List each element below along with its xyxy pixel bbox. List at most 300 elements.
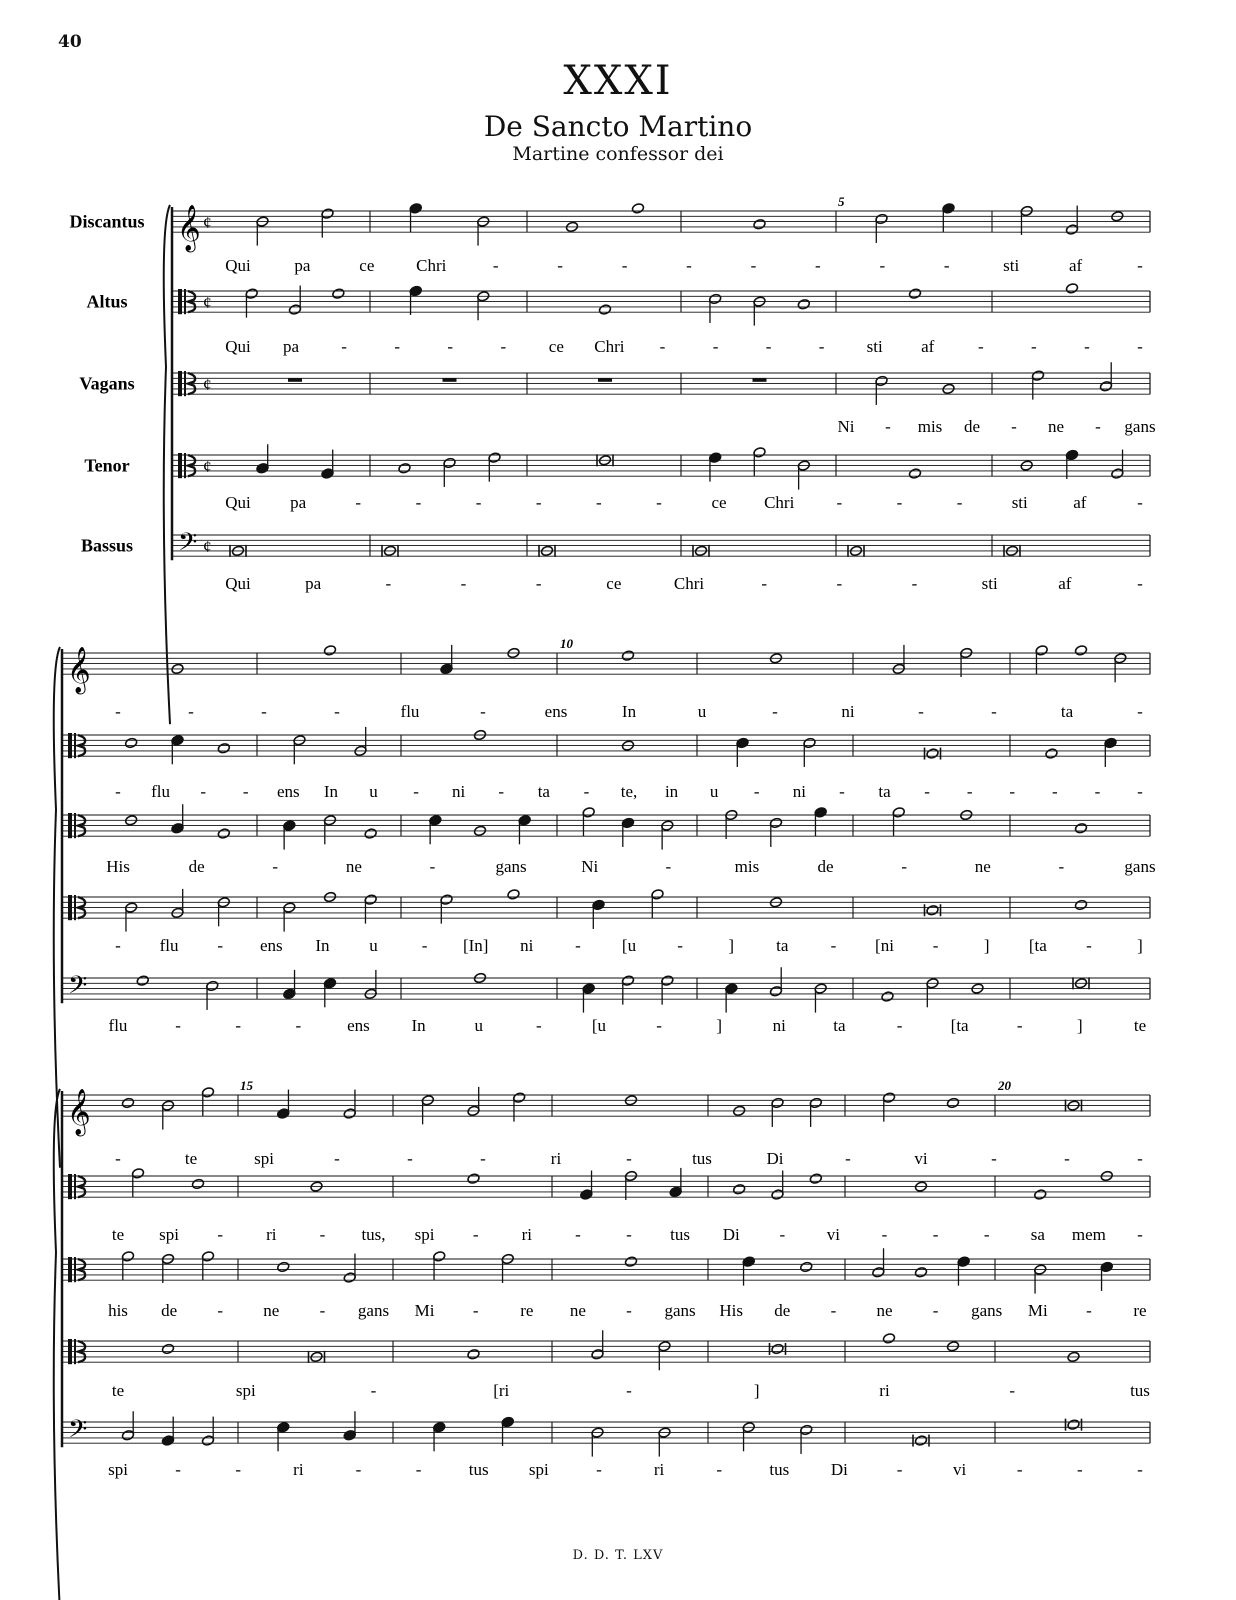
lyric-syllable: [In] [462,936,489,955]
alto-clef-bar [68,813,72,838]
lyric-syllable: gans [664,1301,696,1320]
lyric-syllable: - [355,493,362,512]
lyric-syllable: Chri [673,574,705,593]
lyric-syllable: sti [1003,256,1020,275]
bass-clef: 𝄢 [178,528,198,562]
lyric-syllable: - [115,782,121,801]
lyric-syllable: His [719,1301,744,1320]
lyric-syllable: [u [621,936,637,955]
lyric-line [106,857,1155,876]
lyric-syllable: - [341,337,347,356]
lyric-syllable: spi [159,1225,180,1244]
system-bracket [164,205,170,724]
lyric-syllable: ri [266,1225,277,1244]
lyric-syllable: - [830,1301,837,1320]
lyric-line [225,337,1143,356]
lyric-syllable: - [977,337,984,356]
measure-number: 20 [998,1078,1011,1093]
note [753,218,766,230]
lyric-syllable: ta [537,782,550,801]
system [54,636,1156,1168]
lyric-syllable: Mi [414,1301,435,1320]
measure-number: 5 [838,194,845,209]
lyric-syllable: - [932,936,939,955]
lyric-syllable: - [836,574,843,593]
lyric-syllable: ens [259,936,283,955]
lyric-syllable: sti [981,574,998,593]
lyric-syllable: - [217,936,224,955]
lyric-syllable: spi [528,1460,549,1479]
lyric-syllable: - [583,782,590,801]
lyric-syllable: - [472,1301,479,1320]
lyric-line [115,702,1143,721]
note [121,1097,134,1109]
note [908,468,921,480]
note [882,1333,895,1345]
lyric-syllable: - [1011,417,1017,436]
lyric-syllable: - [1094,782,1101,801]
lyric-syllable: spi [414,1225,435,1244]
lyric-syllable: Chri [416,256,447,275]
staff [62,1087,1150,1138]
voice-label: Vagans [79,373,135,394]
lyric-syllable: mem [1071,1225,1106,1244]
lyric-syllable: re [1133,1301,1147,1320]
lyric-syllable: - [460,574,467,593]
lyric-syllable: tus [769,1460,790,1479]
lyric-syllable: te [184,1149,198,1168]
lyric-syllable: - [1086,1301,1092,1320]
lyric-syllable: flu [108,1016,128,1035]
lyric-syllable: - [1016,1016,1023,1035]
lyric-syllable: pa [283,337,300,356]
lyric-syllable: - [575,936,581,955]
lyric-syllable: - [429,857,436,876]
lyric-syllable: pa [290,493,307,512]
lyric-syllable: - [394,337,401,356]
lyric-syllable: ens [347,1016,370,1035]
rest [753,378,767,382]
lyric-line [109,1016,1147,1035]
note [631,203,644,215]
lyric-syllable: gans [357,1301,390,1320]
voice-label: Tenor [84,455,130,476]
lyric-syllable: mis [734,857,760,876]
lyric-syllable: [ri [493,1381,510,1400]
lyric-syllable: ] [753,1381,760,1400]
lyric-syllable: ce [548,337,564,356]
lyric-syllable: - [901,857,907,876]
lyric-syllable: - [492,256,499,275]
lyric-syllable: de [963,417,981,436]
lyric-syllable: - [557,256,563,275]
lyric-syllable: - [918,702,924,721]
lyric-syllable: - [1009,782,1016,801]
lyric-syllable: Di [766,1149,784,1168]
lyric-syllable: spi [108,1460,128,1479]
lyric-syllable: - [498,782,505,801]
lyric-syllable: - [1009,1381,1016,1400]
lyric-syllable: u [697,702,707,721]
lyric-syllable: sti [866,337,883,356]
lyric-syllable: - [242,782,249,801]
time-signature: ¢ [203,456,212,476]
system [164,194,1156,724]
lyric-syllable: [ta [950,1016,969,1035]
alto-clef-bar [178,371,182,396]
lyric-syllable: ri [879,1381,890,1400]
lyric-syllable: - [575,1225,581,1244]
note [914,1266,927,1278]
lyric-syllable: - [712,337,719,356]
note [323,645,336,657]
lyric-syllable: Ni [581,857,599,876]
staff [172,529,1150,562]
lyric-syllable: ni [452,782,466,801]
alto-clef-bar [68,895,72,920]
lyric-syllable: - [175,1016,181,1035]
note [1034,1189,1047,1201]
lyric-syllable: ce [606,574,622,593]
lyric-syllable: - [217,1225,224,1244]
lyric-syllable: - [319,1301,326,1320]
lyric-line [115,1149,1143,1168]
lyric-syllable: In [621,702,637,721]
lyric-syllable: - [879,256,886,275]
lyric-syllable: ] [716,1016,723,1035]
lyric-syllable: - [845,1149,851,1168]
lyric-syllable: - [765,337,772,356]
staff [172,362,1150,405]
lyric-syllable: - [595,493,602,512]
alto-clef-bar [68,1257,72,1282]
lyric-syllable: [u [591,1016,607,1035]
lyric-syllable: ne [263,1301,280,1320]
time-signature: ¢ [203,212,212,232]
note [733,1183,746,1195]
lyric-syllable: - [200,782,207,801]
lyric-syllable: - [818,337,825,356]
staff [172,283,1150,326]
lyric-syllable: - [1137,574,1143,593]
lyric-syllable: u [369,782,378,801]
lyric-syllable: ne [974,857,991,876]
rest [443,378,457,382]
note [809,1173,822,1185]
lyric-syllable: - [716,1460,723,1479]
voice-labels [69,212,144,556]
lyric-syllable: flu [151,782,171,801]
lyric-syllable: - [500,337,507,356]
lyric-syllable: - [115,936,121,955]
lyric-syllable: ta [878,782,891,801]
lyric-syllable: - [334,1149,340,1168]
lyric-syllable: - [911,574,918,593]
note [908,288,921,300]
lyric-syllable: te, [620,782,638,801]
lyric-syllable: ne [569,1301,586,1320]
lyric-syllable: - [447,337,454,356]
lyric-syllable: ne [876,1301,893,1320]
measure-number: 15 [240,1078,253,1093]
lyric-line [838,417,1156,436]
lyric-syllable: vi [953,1460,967,1479]
lyric-line [108,1301,1147,1320]
lyric-syllable: - [1137,1225,1143,1244]
lyric-syllable: Di [830,1460,848,1479]
note [467,1348,480,1360]
lyric-syllable: - [956,493,963,512]
lyric-syllable: te [1133,1016,1147,1035]
lyric-syllable: ] [1077,1016,1083,1035]
note [1045,748,1058,760]
lyric-syllable: - [932,1225,939,1244]
lyric-syllable: tus [692,1149,712,1168]
lyric-syllable: spi [235,1381,256,1400]
lyric-syllable: tus [468,1460,489,1479]
lyric-line [112,1381,1150,1400]
lyric-syllable: de [188,857,205,876]
lyric-syllable: Qui [225,493,251,512]
note [914,1435,927,1447]
note [507,889,520,901]
lyric-syllable: - [665,857,672,876]
lyric-syllable: ens [544,702,568,721]
lyric-syllable: - [535,1016,542,1035]
note [771,1343,784,1355]
lyric-syllable: flu [400,702,420,721]
lyric-syllable: - [815,256,821,275]
lyric-syllable: - [1137,702,1143,721]
lyric-syllable: - [1137,337,1143,356]
voice-label: Bassus [80,535,134,556]
bass-clef: 𝄢 [68,971,88,1005]
lyric-syllable: - [621,256,628,275]
time-signature: ¢ [203,292,212,312]
note [277,1261,290,1273]
lyric-syllable: - [407,1149,413,1168]
lyric-syllable: - [596,1460,602,1479]
lyric-syllable: pa [305,574,322,593]
lyric-syllable: - [421,936,428,955]
lyric-syllable: - [261,702,267,721]
note [332,288,345,300]
lyric-syllable: - [1058,857,1065,876]
note [467,1173,480,1185]
lyric-syllable: ne [345,857,362,876]
lyric-syllable: his [108,1301,128,1320]
note [800,1261,813,1273]
staff [62,1248,1150,1293]
lyric-syllable: - [1137,782,1143,801]
note [598,304,611,316]
lyric-syllable: ri [550,1149,562,1168]
lyric-syllable: vi [914,1149,928,1168]
note [1074,645,1087,657]
lyric-syllable: His [106,857,130,876]
lyric-syllable: - [750,256,757,275]
lyric-syllable: - [415,493,422,512]
lyric-syllable: Chri [764,493,795,512]
lyric-syllable: - [1137,1460,1143,1479]
note [946,1097,959,1109]
lyric-syllable: ni [792,782,806,801]
lyric-line [115,782,1143,801]
lyric-syllable: ne [1047,417,1065,436]
lyric-syllable: - [885,417,891,436]
lyric-syllable: gans [971,1301,1003,1320]
lyric-syllable: - [677,936,683,955]
piece-title: De Sancto Martino [483,110,753,143]
lyric-syllable: de [774,1301,791,1320]
lyric-syllable: - [1051,782,1058,801]
lyric-syllable: - [1084,337,1090,356]
lyric-line [112,1225,1143,1244]
treble-clef: 𝄞 [67,1089,91,1135]
lyric-syllable: - [943,256,950,275]
lyric-syllable: - [295,1016,302,1035]
system [54,1078,1150,1600]
note [191,1178,204,1190]
lyric-syllable: ce [359,256,375,275]
lyric-syllable: mis [917,417,943,436]
lyric-syllable: ta [776,936,789,955]
lyric-syllable: af [1058,574,1072,593]
lyric-syllable: - [836,493,843,512]
lyric-syllable: sa [1030,1225,1045,1244]
treble-clef: 𝄞 [177,205,201,251]
note [398,462,411,474]
alto-clef-bar [178,453,182,478]
note [1067,1419,1080,1431]
lyric-syllable: - [991,1149,997,1168]
lyric-syllable: - [235,1016,242,1035]
lyric-syllable: - [535,493,542,512]
lyric-syllable: Qui [225,574,251,593]
note [624,1256,637,1268]
lyric-syllable: - [924,782,930,801]
treble-clef: 𝄞 [67,647,91,693]
lyric-syllable: de [161,1301,178,1320]
note [1074,822,1087,834]
note [926,904,939,916]
lyric-syllable: ri [521,1225,532,1244]
rest [288,378,302,382]
lyric-syllable: - [175,1460,181,1479]
note [217,742,230,754]
lyric-syllable: ta [1060,702,1074,721]
lyric-syllable: In [315,936,330,955]
staff [62,1168,1150,1201]
lyric-line [225,574,1143,593]
lyric-syllable: ] [1137,936,1143,955]
staff [62,645,1150,696]
lyric-syllable: gans [1124,417,1156,436]
time-signature: ¢ [203,374,212,394]
note [926,748,939,760]
lyric-syllable: - [415,1460,422,1479]
piece-number: XXXI [563,58,673,104]
lyric-syllable: gans [495,857,527,876]
lyric-syllable: - [772,702,778,721]
lyric-syllable: - [385,574,392,593]
lyric-syllable: - [1095,417,1101,436]
lyric-syllable: - [480,1149,486,1168]
note [217,828,230,840]
lyric-syllable: - [932,1301,939,1320]
lyric-syllable: - [656,1016,662,1035]
bass-clef: 𝄢 [68,1415,88,1449]
lyric-syllable: - [626,1381,632,1400]
lyric-syllable: - [235,1460,242,1479]
lyric-syllable: tus, [361,1225,386,1244]
lyric-syllable: - [686,256,692,275]
page-footer: D. D. T. LXV [572,1548,664,1563]
lyric-syllable: pa [294,256,311,275]
time-signature: ¢ [203,536,212,556]
lyric-syllable: In [323,782,339,801]
lyric-line [225,256,1143,275]
lyric-syllable: tus [670,1225,691,1244]
lyric-syllable: - [896,493,903,512]
note [125,737,138,749]
alto-clef-bar [68,733,72,758]
lyric-syllable: - [217,1301,224,1320]
note [797,298,810,310]
lyric-syllable: Mi [1027,1301,1048,1320]
voice-label: Altus [86,291,128,312]
rest [598,378,612,382]
lyric-line [225,493,1143,512]
lyric-syllable: tus [1130,1381,1150,1400]
lyric-syllable: - [115,702,121,721]
lyric-syllable: Ni [837,417,855,436]
lyric-syllable: ] [983,936,990,955]
score-systems [54,194,1156,1600]
voice-label: Discantus [69,211,145,232]
lyric-syllable: - [355,1460,362,1479]
lyric-syllable: - [1137,493,1143,512]
note [1065,283,1078,295]
lyric-syllable: de [817,857,834,876]
lyric-syllable: ri [293,1460,304,1479]
note [161,1343,174,1355]
lyric-syllable: - [1086,936,1092,955]
lyric-syllable: - [626,1301,632,1320]
note [1074,899,1087,911]
lyric-syllable: [ta [1028,936,1047,955]
lyric-syllable: vi [826,1225,841,1244]
staff [172,444,1150,489]
alto-clef-bar [68,1174,72,1199]
lyric-syllable: - [480,702,486,721]
note [881,991,894,1003]
staff [62,727,1150,767]
lyric-syllable: - [966,782,973,801]
lyric-syllable: u [369,936,378,955]
lyric-line [108,1460,1143,1479]
piece-incipit: Martine confessor dei [512,143,724,165]
lyric-syllable: - [1031,337,1037,356]
lyric-syllable: - [626,1225,632,1244]
lyric-syllable: - [413,782,419,801]
measure-number: 10 [560,636,573,651]
staff [62,804,1150,849]
lyric-syllable: - [188,702,194,721]
lyric-syllable: - [115,1149,121,1168]
staff [62,1330,1150,1370]
lyric-syllable: ni [520,936,534,955]
